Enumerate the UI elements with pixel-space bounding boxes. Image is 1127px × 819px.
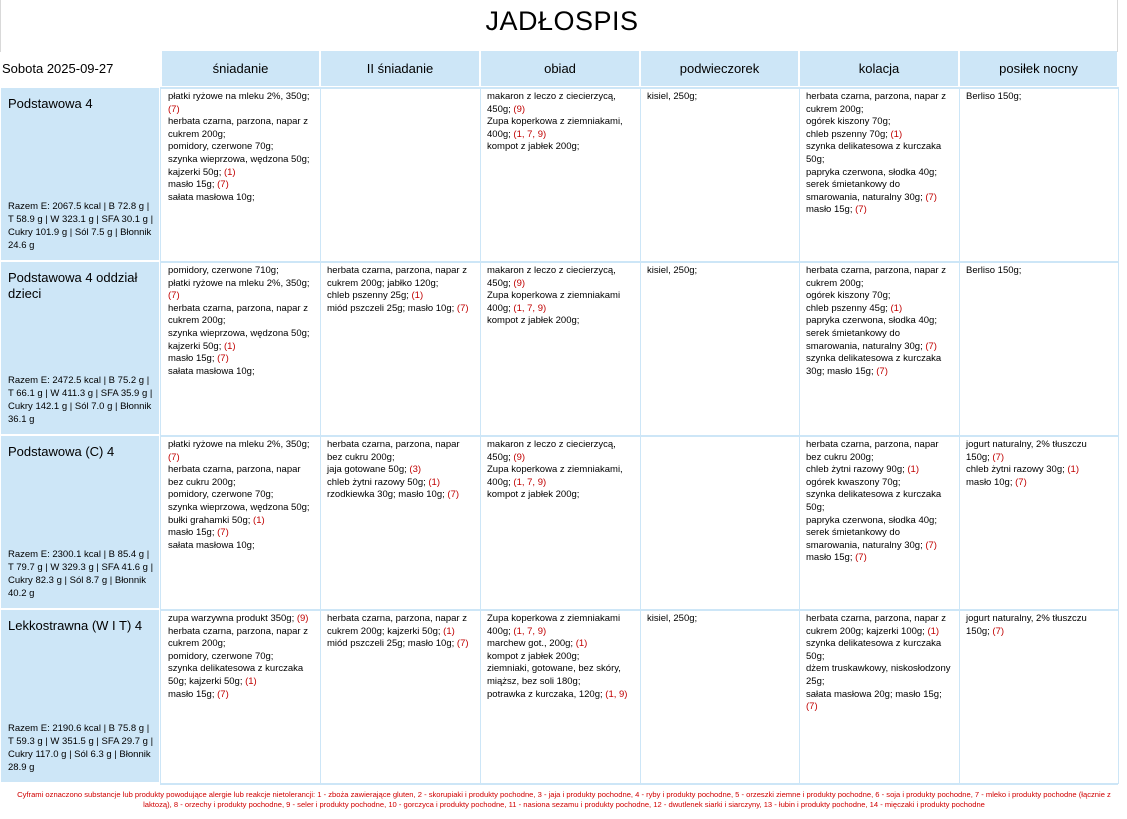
meal-item-text: kisiel, 250g; bbox=[647, 613, 698, 624]
meal-item bbox=[966, 265, 1111, 278]
meal-item bbox=[806, 129, 952, 142]
meal-item bbox=[168, 116, 313, 141]
meal-item-text: herbata czarna, parzona, napar z cukrem 200g; bbox=[168, 625, 308, 650]
meal-cell bbox=[800, 262, 958, 434]
allergen-code: (9) bbox=[294, 613, 309, 624]
meal-item bbox=[966, 477, 1111, 490]
meal-item-text: herbata czarna, parzona, napar z cukrem 200g; kajzerki 50g; bbox=[327, 613, 467, 637]
meal-item bbox=[327, 638, 473, 651]
meal-cell bbox=[162, 88, 319, 260]
allergen-code: (7) bbox=[454, 638, 469, 650]
meal-item bbox=[806, 315, 952, 328]
meal-item-text: serek śmietankowy do smarowania, naturalny 30g; bbox=[806, 179, 923, 203]
meal-item bbox=[806, 489, 952, 514]
meal-item bbox=[168, 439, 313, 464]
meal-cell bbox=[641, 262, 798, 434]
meal-item-text: sałata masłowa 20g; masło 15g; bbox=[806, 688, 942, 700]
meal-item-text: chleb pszenny 45g; bbox=[806, 302, 888, 314]
meal-item-text: kisiel, 250g; bbox=[647, 91, 698, 102]
meal-item bbox=[966, 439, 1111, 464]
meal-item-text: sałata masłowa 10g; bbox=[168, 191, 255, 203]
meal-item-text: pomidory, czerwone 710g; bbox=[168, 265, 279, 276]
meal-item bbox=[487, 663, 633, 688]
meal-item-text: płatki ryżowe na mleku 2%, 350g; bbox=[168, 277, 310, 289]
meal-item-text: dżem truskawkowy, niskosłodzony 25g; bbox=[806, 663, 951, 687]
allergen-code: (1, 7, 9) bbox=[510, 302, 547, 314]
meal-item bbox=[806, 141, 952, 166]
meal-item bbox=[806, 290, 952, 303]
meal-item-text: jogurt naturalny, 2% tłuszczu 150g; bbox=[966, 439, 1087, 463]
allergen-code: (1) bbox=[221, 166, 236, 178]
meal-item-text: herbata czarna, parzona, napar z cukrem 200g; kajzerki 100g; bbox=[806, 613, 946, 637]
meal-item bbox=[806, 116, 952, 129]
meal-item-text: miód pszczeli 25g; masło 10g; bbox=[327, 302, 455, 314]
column-header-2: II śniadanie bbox=[321, 51, 479, 86]
meal-item-text: Berliso 150g; bbox=[966, 265, 1022, 276]
meal-item-text: ogórek kiszony 70g; bbox=[806, 116, 891, 128]
allergen-code: (7) bbox=[852, 552, 867, 564]
meal-item-text: marchew got., 200g; bbox=[487, 638, 574, 650]
meal-item-text: chleb pszenny 70g; bbox=[806, 128, 888, 140]
meal-item-text: herbata czarna, parzona, napar z cukrem 200g; bbox=[806, 265, 946, 289]
menu-date: Sobota 2025-09-27 bbox=[2, 61, 114, 76]
allergen-code: (9) bbox=[510, 103, 526, 115]
meal-item-text: herbata czarna, parzona, napar bez cukru 200g; bbox=[806, 439, 939, 463]
allergen-code: (1) bbox=[887, 128, 903, 140]
allergen-code: (1, 9) bbox=[602, 688, 628, 700]
allergen-code: (1) bbox=[1064, 464, 1079, 476]
nutrition-summary: Razem E: 2472.5 kcal | B 75.2 g | T 66.1 g | W 411.3 g | SFA 35.9 g | Cukry 142.1 g | Sól 7.0 g | Błonnik 36.1 g bbox=[8, 375, 153, 425]
meal-item bbox=[966, 91, 1111, 104]
allergen-code: (7) bbox=[1012, 476, 1027, 488]
meal-item bbox=[806, 353, 952, 378]
meal-cell bbox=[960, 610, 1117, 782]
meal-item-text: makaron z leczo z ciecierzycą, 450g; bbox=[487, 439, 616, 463]
meal-item-text: Berliso 150g; bbox=[966, 91, 1022, 102]
allergen-code: (7) bbox=[806, 701, 818, 713]
grid-column-divider bbox=[1118, 87, 1119, 784]
meal-item bbox=[327, 477, 473, 490]
allergen-legend: Cyframi oznaczono substancje lub produkty powodujące alergie lub reakcje nietolerancji: 1 - zboża zawierające gluten, 2 - skorupiaki i produkty pochodne, 3 - jaja i produkty pochodne, 4 - ryby i produkty pochodne, 5 - orzeszki ziemne i produkty pochodne, 6 - soja i produkty pochodne, 7 - mleko i produkty pochodne (łącznie z laktozą), 8 - orzechy i produkty pochodne, 9 - seler i produkty pochodne, 10 - gorczyca i produkty pochodne, 11 - nasiona sezamu i produkty pochodne, 12 - dwutlenek siarki i siarczyny, 13 - łubin i produkty pochodne, 14 - mięczaki i produkty pochodne bbox=[17, 790, 1111, 809]
diet-row-header bbox=[1, 610, 159, 782]
allergen-code: (1, 7, 9) bbox=[510, 476, 547, 488]
allergen-code: (1, 7, 9) bbox=[510, 128, 547, 140]
meal-item bbox=[168, 613, 313, 626]
meal-item bbox=[806, 265, 952, 290]
meal-item bbox=[966, 613, 1111, 638]
meal-item-text: masło 15g; bbox=[168, 527, 215, 539]
meal-item bbox=[168, 540, 313, 553]
meal-item bbox=[647, 613, 792, 626]
meal-item-text: herbata czarna, parzona, napar bez cukru 200g; bbox=[168, 464, 301, 488]
allergen-code: (7) bbox=[922, 539, 937, 551]
meal-item-text: herbata czarna, parzona, napar z cukrem 200g; bbox=[168, 116, 308, 140]
nutrition-summary: Razem E: 2067.5 kcal | B 72.8 g | T 58.9 g | W 323.1 g | SFA 30.1 g | Cukry 101.9 g | Sól 7.5 g | Błonnik 24.6 g bbox=[8, 201, 154, 251]
meal-item bbox=[168, 303, 313, 328]
meal-item-text: potrawka z kurczaka, 120g; bbox=[487, 688, 603, 700]
meal-item bbox=[806, 303, 952, 316]
diet-name: Podstawowa 4 oddział dzieci bbox=[8, 270, 138, 301]
meal-item-text: pomidory, czerwone 70g; bbox=[168, 650, 274, 662]
meal-item bbox=[487, 439, 633, 464]
allergen-code: (1) bbox=[573, 638, 588, 650]
meal-item-text: masło 15g; bbox=[168, 688, 215, 700]
meal-item bbox=[327, 439, 473, 464]
meal-item bbox=[487, 116, 633, 141]
meal-item bbox=[806, 91, 952, 116]
meal-cell bbox=[960, 262, 1117, 434]
meal-item bbox=[168, 651, 313, 664]
meal-item bbox=[487, 613, 633, 638]
meal-item bbox=[806, 613, 952, 638]
meal-item-text: makaron z leczo z ciecierzycą, 450g; bbox=[487, 91, 616, 115]
meal-item-text: herbata czarna, parzona, napar z cukrem 200g; bbox=[806, 91, 946, 115]
column-header-1: śniadanie bbox=[162, 51, 319, 86]
allergen-code: (7) bbox=[214, 179, 229, 191]
meal-item bbox=[487, 638, 633, 651]
meal-item bbox=[168, 626, 313, 651]
meal-item bbox=[168, 366, 313, 379]
meal-item-text: masło 10g; bbox=[966, 476, 1013, 488]
meal-item bbox=[806, 204, 952, 217]
meal-item-text: Zupa koperkowa z ziemniakami 400g; bbox=[487, 290, 621, 314]
allergen-code: (3) bbox=[406, 464, 422, 476]
allergen-code: (9) bbox=[510, 277, 526, 289]
allergen-code: (1) bbox=[242, 675, 257, 687]
meal-item-text: szynka delikatesowa z kurczaka 50g; bbox=[806, 141, 942, 165]
meal-cell bbox=[321, 88, 479, 260]
meal-item-text: szynka delikatesowa z kurczaka 50g; kajzerki 50g; bbox=[168, 663, 304, 687]
meal-cell bbox=[321, 262, 479, 434]
meal-item-text: chleb pszenny 25g; bbox=[327, 290, 409, 302]
meal-item-text: szynka delikatesowa z kurczaka 30g; masło 15g; bbox=[806, 353, 942, 377]
meal-item-text: rzodkiewka 30g; masło 10g; bbox=[327, 489, 445, 501]
meal-item-text: szynka wieprzowa, wędzona 50g; kajzerki 50g; bbox=[168, 327, 310, 352]
meal-item bbox=[168, 353, 313, 366]
allergen-code: (7) bbox=[989, 625, 1005, 637]
allergen-code: (7) bbox=[214, 353, 229, 365]
nutrition-summary: Razem E: 2190.6 kcal | B 75.8 g | T 59.3 g | W 351.5 g | SFA 29.7 g | Cukry 117.0 g | Sól 6.3 g | Błonnik 28.9 g bbox=[8, 723, 154, 773]
diet-name: Lekkostrawna (W I T) 4 bbox=[8, 618, 143, 633]
meal-item-text: pomidory, czerwone 70g; bbox=[168, 489, 274, 501]
column-header-5: kolacja bbox=[800, 51, 958, 86]
meal-item bbox=[168, 527, 313, 540]
meal-item-text: herbata czarna, parzona, napar z cukrem 200g; bbox=[168, 302, 308, 327]
meal-item bbox=[806, 328, 952, 353]
meal-item bbox=[168, 192, 313, 205]
meal-item-text: kompot z jabłek 200g; bbox=[487, 141, 580, 153]
column-header-4: podwieczorek bbox=[641, 51, 798, 86]
meal-item bbox=[327, 290, 473, 303]
diet-name: Podstawowa 4 bbox=[8, 96, 93, 111]
meal-item-text: masło 15g; bbox=[806, 204, 853, 216]
meal-item-text: herbata czarna, parzona, napar bez cukru 200g; bbox=[327, 439, 460, 463]
meal-item bbox=[806, 638, 952, 663]
meal-cell bbox=[321, 436, 479, 608]
meal-cell bbox=[162, 262, 319, 434]
meal-item bbox=[168, 328, 313, 353]
page-title: JADŁOSPIS bbox=[485, 6, 639, 36]
meal-item-text: masło 15g; bbox=[168, 353, 215, 365]
allergen-code: (7) bbox=[168, 290, 180, 302]
meal-item bbox=[806, 477, 952, 490]
meal-item bbox=[168, 265, 313, 278]
meal-item-text: ogórek kwaszony 70g; bbox=[806, 476, 901, 488]
nutrition-summary: Razem E: 2300.1 kcal | B 85.4 g | T 79.7 g | W 329.3 g | SFA 41.6 g | Cukry 82.3 g | Sól 8.7 g | Błonnik 40.2 g bbox=[8, 549, 154, 599]
meal-item bbox=[806, 179, 952, 204]
meal-item-text: miód pszczeli 25g; masło 10g; bbox=[327, 638, 455, 650]
meal-item bbox=[806, 552, 952, 565]
allergen-code: (1) bbox=[250, 514, 265, 526]
meal-item bbox=[806, 167, 952, 180]
diet-row-header bbox=[1, 262, 159, 434]
meal-item bbox=[806, 689, 952, 714]
meal-item-text: masło 15g; bbox=[806, 552, 853, 564]
allergen-code: (7) bbox=[214, 527, 229, 539]
meal-item bbox=[168, 464, 313, 489]
meal-cell bbox=[162, 436, 319, 608]
meal-item-text: papryka czerwona, słodka 40g; bbox=[806, 315, 937, 327]
meal-item bbox=[487, 91, 633, 116]
meal-cell bbox=[162, 610, 319, 782]
allergen-code: (1) bbox=[425, 476, 440, 488]
allergen-code: (7) bbox=[444, 489, 460, 501]
meal-cell bbox=[481, 88, 639, 260]
meal-item bbox=[168, 91, 313, 116]
meal-item-text: jogurt naturalny, 2% tłuszczu 150g; bbox=[966, 613, 1087, 637]
column-header-3: obiad bbox=[481, 51, 639, 86]
meal-item bbox=[806, 663, 952, 688]
allergen-code: (7) bbox=[168, 451, 180, 463]
allergen-code: (7) bbox=[989, 451, 1005, 463]
meal-item-text: szynka wieprzowa, wędzona 50g; bułki grahamki 50g; bbox=[168, 501, 310, 526]
meal-item bbox=[487, 651, 633, 664]
allergen-code: (1) bbox=[221, 340, 236, 352]
meal-item-text: masło 15g; bbox=[168, 179, 215, 191]
meal-item-text: kompot z jabłek 200g; bbox=[487, 315, 580, 327]
meal-item-text: sałata masłowa 10g; bbox=[168, 365, 255, 377]
meal-item-text: chleb żytni razowy 50g; bbox=[327, 476, 426, 488]
meal-item bbox=[487, 265, 633, 290]
meal-item bbox=[168, 502, 313, 527]
diet-row-header bbox=[1, 436, 159, 608]
column-header-6: posiłek nocny bbox=[960, 51, 1117, 86]
meal-item-text: serek śmietankowy do smarowania, naturalny 30g; bbox=[806, 327, 923, 352]
meal-item-text: sałata masłowa 10g; bbox=[168, 539, 255, 551]
allergen-code: (1) bbox=[887, 302, 903, 314]
meal-item-text: kompot z jabłek 200g; bbox=[487, 650, 580, 662]
allergen-code: (1) bbox=[904, 464, 919, 476]
meal-item bbox=[806, 439, 952, 464]
allergen-code: (1) bbox=[440, 625, 455, 637]
meal-item bbox=[806, 527, 952, 552]
allergen-code: (7) bbox=[168, 103, 180, 115]
allergen-code: (7) bbox=[873, 365, 888, 377]
allergen-code: (1) bbox=[924, 625, 940, 637]
allergen-code: (7) bbox=[454, 302, 469, 314]
diet-row-header bbox=[1, 88, 159, 260]
meal-item bbox=[806, 464, 952, 477]
diet-name: Podstawowa (C) 4 bbox=[8, 444, 115, 459]
meal-item bbox=[487, 290, 633, 315]
meal-item-text: szynka delikatesowa z kurczaka 50g; bbox=[806, 638, 942, 662]
meal-item-text: Zupa koperkowa z ziemniakami, 400g; bbox=[487, 464, 623, 488]
meal-cell bbox=[960, 436, 1117, 608]
meal-item-text: płatki ryżowe na mleku 2%, 350g; bbox=[168, 91, 310, 102]
meal-item-text: szynka delikatesowa z kurczaka 50g; bbox=[806, 489, 942, 513]
meal-item bbox=[168, 154, 313, 179]
meal-cell bbox=[641, 88, 798, 260]
meal-item-text: Zupa koperkowa z ziemniakami, 400g; bbox=[487, 116, 623, 140]
meal-cell bbox=[800, 610, 958, 782]
meal-cell bbox=[641, 610, 798, 782]
allergen-code: (7) bbox=[852, 204, 867, 216]
meal-item bbox=[647, 91, 792, 104]
meal-item-text: płatki ryżowe na mleku 2%, 350g; bbox=[168, 439, 310, 450]
meal-item bbox=[327, 265, 473, 290]
meal-item-text: zupa warzywna produkt 350g; bbox=[168, 613, 295, 624]
meal-item bbox=[327, 303, 473, 316]
allergen-code: (1) bbox=[408, 290, 424, 302]
allergen-code: (1, 7, 9) bbox=[510, 625, 547, 637]
allergen-code: (7) bbox=[922, 340, 937, 352]
meal-item-text: jaja gotowane 50g; bbox=[327, 464, 407, 476]
meal-cell bbox=[641, 436, 798, 608]
meal-item bbox=[327, 613, 473, 638]
meal-item-text: makaron z leczo z ciecierzycą, 450g; bbox=[487, 265, 616, 289]
meal-item bbox=[487, 141, 633, 154]
allergen-code: (7) bbox=[922, 191, 937, 203]
meal-item bbox=[168, 278, 313, 303]
allergen-code: (9) bbox=[510, 451, 526, 463]
meal-item bbox=[168, 489, 313, 502]
meal-item bbox=[168, 689, 313, 702]
grid-row-divider bbox=[160, 783, 1118, 785]
meal-item-text: szynka wieprzowa, wędzona 50g; kajzerki 50g; bbox=[168, 153, 310, 178]
meal-item-text: kompot z jabłek 200g; bbox=[487, 489, 580, 501]
meal-item bbox=[647, 265, 792, 278]
meal-item-text: Zupa koperkowa z ziemniakami 400g; bbox=[487, 613, 621, 637]
meal-item bbox=[168, 663, 313, 688]
meal-cell bbox=[960, 88, 1117, 260]
meal-cell bbox=[800, 436, 958, 608]
meal-item-text: ogórek kiszony 70g; bbox=[806, 290, 891, 302]
meal-cell bbox=[481, 436, 639, 608]
allergen-code: (7) bbox=[214, 688, 229, 700]
meal-item bbox=[487, 689, 633, 702]
meal-item bbox=[487, 489, 633, 502]
meal-item bbox=[487, 464, 633, 489]
meal-item-text: chleb żytni razowy 30g; bbox=[966, 464, 1065, 476]
meal-item bbox=[806, 515, 952, 528]
meal-item-text: chleb żytni razowy 90g; bbox=[806, 464, 905, 476]
meal-item bbox=[327, 489, 473, 502]
meal-item bbox=[487, 315, 633, 328]
meal-item-text: ziemniaki, gotowane, bez skóry, miąższ, bez soli 180g; bbox=[487, 663, 621, 687]
meal-cell bbox=[321, 610, 479, 782]
meal-item bbox=[966, 464, 1111, 477]
meal-item-text: herbata czarna, parzona, napar z cukrem 200g; jabłko 120g; bbox=[327, 265, 467, 289]
meal-item-text: papryka czerwona, słodka 40g; bbox=[806, 514, 937, 526]
meal-cell bbox=[481, 262, 639, 434]
meal-item-text: kisiel, 250g; bbox=[647, 265, 698, 276]
meal-item bbox=[327, 464, 473, 477]
meal-item bbox=[168, 141, 313, 154]
meal-item-text: pomidory, czerwone 70g; bbox=[168, 141, 274, 153]
meal-cell bbox=[481, 610, 639, 782]
meal-item bbox=[168, 179, 313, 192]
meal-cell bbox=[800, 88, 958, 260]
meal-item-text: papryka czerwona, słodka 40g; bbox=[806, 166, 937, 178]
meal-item-text: serek śmietankowy do smarowania, naturalny 30g; bbox=[806, 527, 923, 551]
